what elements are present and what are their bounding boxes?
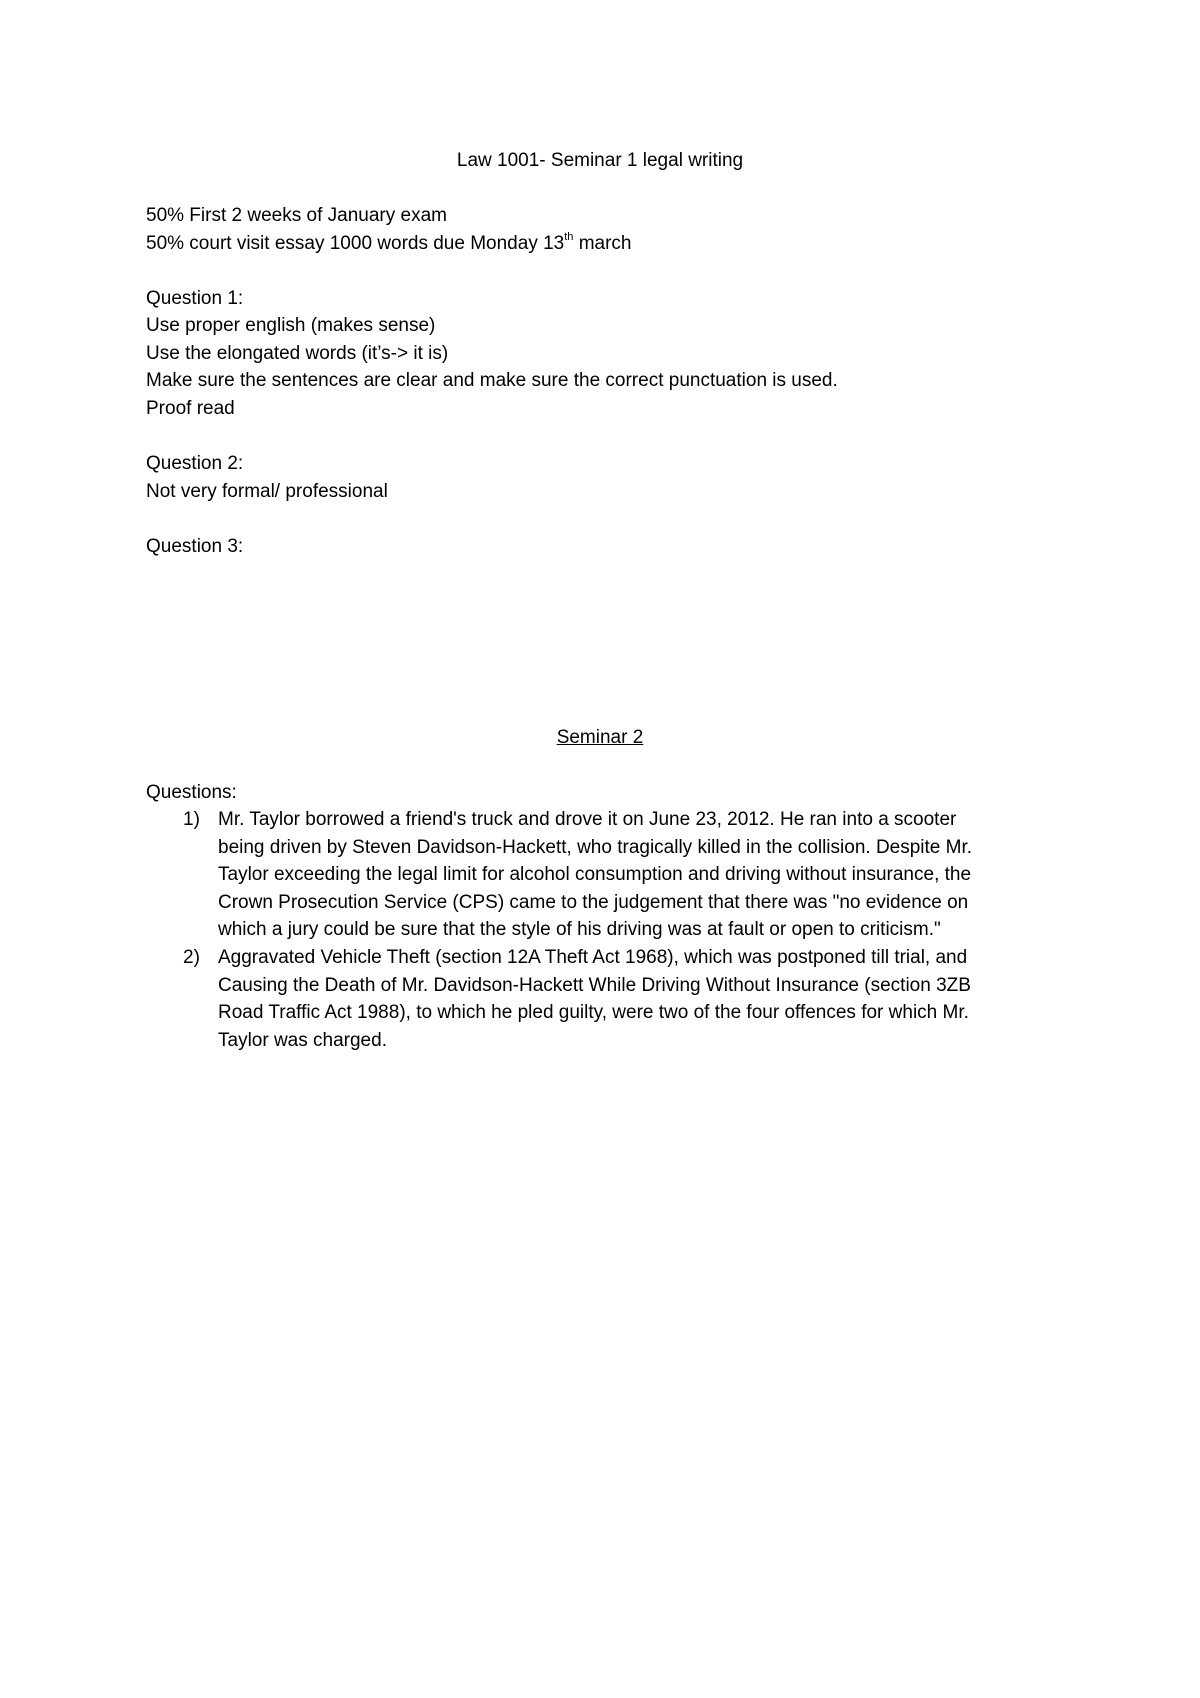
question1-heading: Question 1: <box>146 288 244 309</box>
assessment-line-essay <box>146 230 632 258</box>
list-item-line: which a jury could be sure that the style of his driving was at fault or open to criticism." <box>218 919 941 940</box>
list-item-line: Causing the Death of Mr. Davidson-Hackett While Driving Without Insurance (section 3ZB <box>218 974 971 996</box>
question1-point: Use proper english (makes sense) <box>146 315 436 336</box>
ordinal-suffix: th <box>564 230 574 243</box>
list-item-line: Aggravated Vehicle Theft (section 12A Theft Act 1968), which was postponed till trial, and <box>218 947 968 968</box>
list-item-text <box>218 944 1068 1054</box>
seminar1-title: Law 1001- Seminar 1 legal writing <box>456 150 744 171</box>
question2-heading: Question 2: <box>146 453 244 474</box>
list-item-number: 2) <box>183 947 200 968</box>
list-item-text <box>218 806 1068 944</box>
assessment-essay-month: march <box>573 233 632 254</box>
list-item-line: Mr. Taylor borrowed a friend's truck and drove it on June 23, 2012. He ran into a scooter <box>218 809 957 830</box>
list-item-line: Road Traffic Act 1988), to which he pled guilty, were two of the four offences for which Mr. <box>218 1002 969 1023</box>
list-item-line: Crown Prosecution Service (CPS) came to the judgement that there was "no evidence on <box>218 891 969 913</box>
questions-heading: Questions: <box>146 782 237 803</box>
list-item-number: 1) <box>183 809 200 830</box>
question2-point: Not very formal/ professional <box>146 481 388 502</box>
question1-point: Use the elongated words (it’s-> it is) <box>146 343 449 364</box>
question1-point: Proof read <box>146 398 235 419</box>
assessment-essay-text: 50% court visit essay 1000 words due Monday 13 <box>146 233 565 254</box>
question3-heading: Question 3: <box>146 536 244 557</box>
question1-point: Make sure the sentences are clear and make sure the correct punctuation is used. <box>146 370 838 391</box>
list-item-line: Taylor exceeding the legal limit for alcohol consumption and driving without insurance, the <box>218 864 972 885</box>
assessment-line-exam: 50% First 2 weeks of January exam <box>146 205 447 226</box>
list-item-line: being driven by Steven Davidson-Hackett, who tragically killed in the collision. Despite Mr. <box>218 836 973 858</box>
seminar2-title: Seminar 2 <box>556 727 644 748</box>
list-item-line: Taylor was charged. <box>218 1029 387 1051</box>
